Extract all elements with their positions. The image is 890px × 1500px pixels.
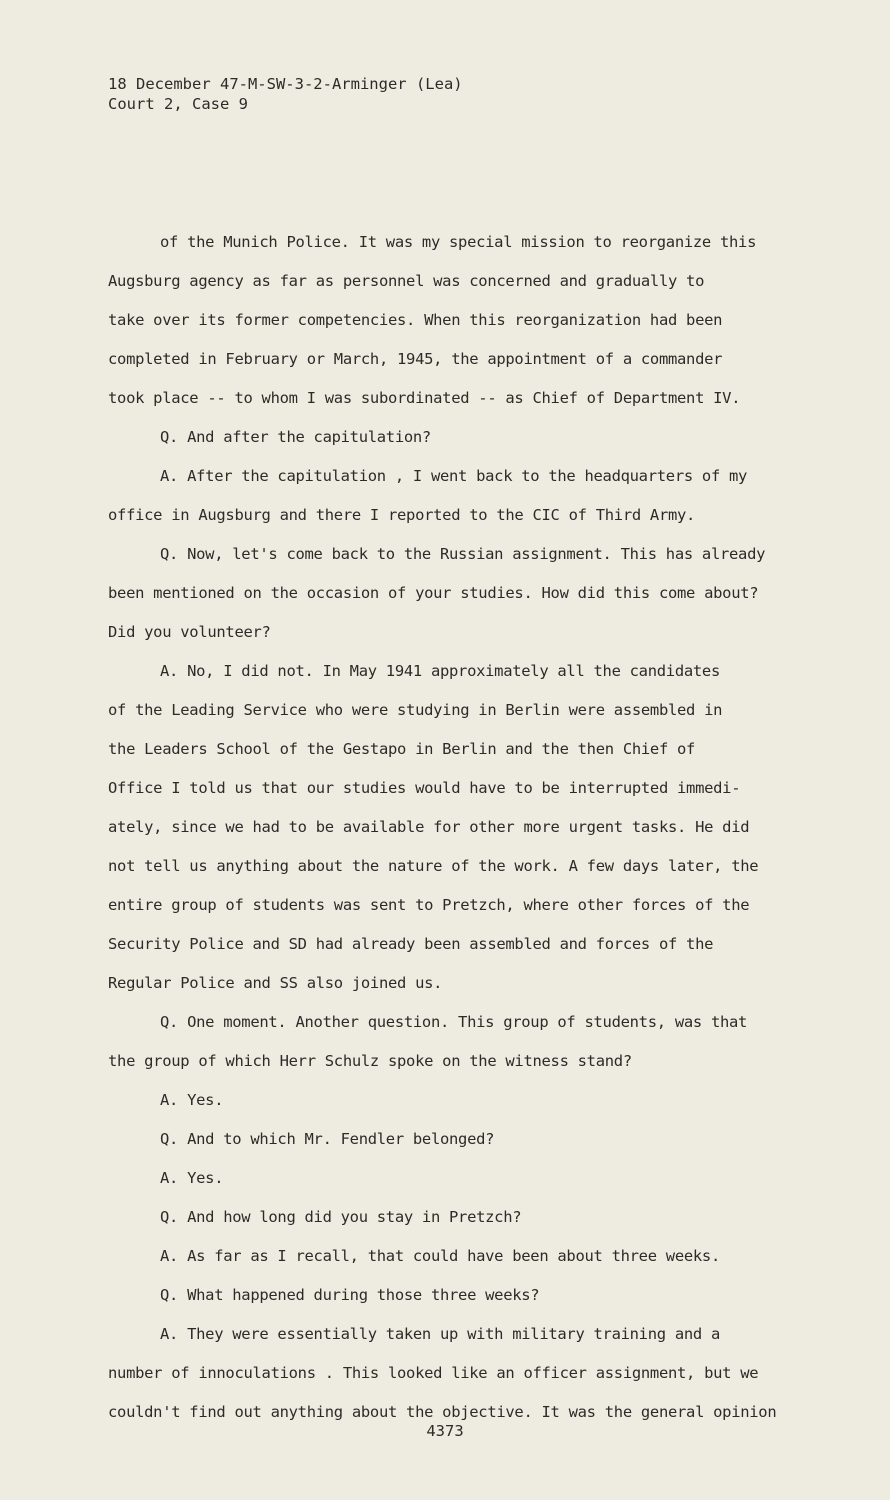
transcript-line: Did you volunteer? bbox=[108, 623, 271, 641]
transcript-line: Office I told us that our studies would have to be interrupted immedi- bbox=[108, 779, 741, 797]
transcript-line: entire group of students was sent to Pretzch, where other forces of the bbox=[108, 896, 750, 914]
transcript-line: of the Munich Police. It was my special mission to reorganize this bbox=[160, 233, 757, 251]
transcript-line: Augsburg agency as far as personnel was concerned and gradually to bbox=[108, 272, 705, 290]
transcript-line: Regular Police and SS also joined us. bbox=[108, 974, 443, 992]
transcript-line: A. As far as I recall, that could have been about three weeks. bbox=[160, 1247, 720, 1265]
transcript-line: Q. One moment. Another question. This group of students, was that bbox=[160, 1013, 748, 1031]
transcript-line: Q. And after the capitulation? bbox=[160, 428, 431, 446]
transcript-line: office in Augsburg and there I reported to the CIC of Third Army. bbox=[108, 506, 696, 524]
transcript-line: number of innoculations . This looked like an officer assignment, but we bbox=[108, 1364, 759, 1382]
transcript-line: A. No, I did not. In May 1941 approximately all the candidates bbox=[160, 662, 720, 680]
transcript-line: the group of which Herr Schulz spoke on the witness stand? bbox=[108, 1052, 632, 1070]
transcript-line: A. Yes. bbox=[160, 1169, 224, 1187]
transcript-line: not tell us anything about the nature of the work. A few days later, the bbox=[108, 857, 759, 875]
transcript-line: been mentioned on the occasion of your studies. How did this come about? bbox=[108, 584, 759, 602]
header-date-reference: 18 December 47-M-SW-3-2-Arminger (Lea) bbox=[108, 75, 463, 93]
transcript-line: of the Leading Service who were studying in Berlin were assembled in bbox=[108, 701, 723, 719]
transcript-line: completed in February or March, 1945, the appointment of a commander bbox=[108, 350, 723, 368]
transcript-line: couldn't find out anything about the objective. It was the general opinion bbox=[108, 1403, 777, 1421]
header-court-case: Court 2, Case 9 bbox=[108, 95, 248, 113]
page-number: 4373 bbox=[426, 1422, 464, 1440]
transcript-line: Q. And how long did you stay in Pretzch? bbox=[160, 1208, 522, 1226]
transcript-line: Q. Now, let's come back to the Russian assignment. This has already bbox=[160, 545, 766, 563]
transcript-line: A. They were essentially taken up with military training and a bbox=[160, 1325, 720, 1343]
transcript-line: ately, since we had to be available for other more urgent tasks. He did bbox=[108, 818, 750, 836]
transcript-line: Security Police and SD had already been assembled and forces of the bbox=[108, 935, 714, 953]
transcript-line: take over its former competencies. When this reorganization had been bbox=[108, 311, 723, 329]
transcript-line: the Leaders School of the Gestapo in Berlin and the then Chief of bbox=[108, 740, 696, 758]
transcript-body bbox=[108, 223, 848, 1432]
transcript-line: took place -- to whom I was subordinated -- as Chief of Department IV. bbox=[108, 389, 741, 407]
transcript-line: Q. And to which Mr. Fendler belonged? bbox=[160, 1130, 495, 1148]
transcript-line: Q. What happened during those three weeks? bbox=[160, 1286, 540, 1304]
document-header bbox=[108, 74, 463, 114]
transcript-line: A. After the capitulation , I went back to the headquarters of my bbox=[160, 467, 748, 485]
transcript-line: A. Yes. bbox=[160, 1091, 224, 1109]
